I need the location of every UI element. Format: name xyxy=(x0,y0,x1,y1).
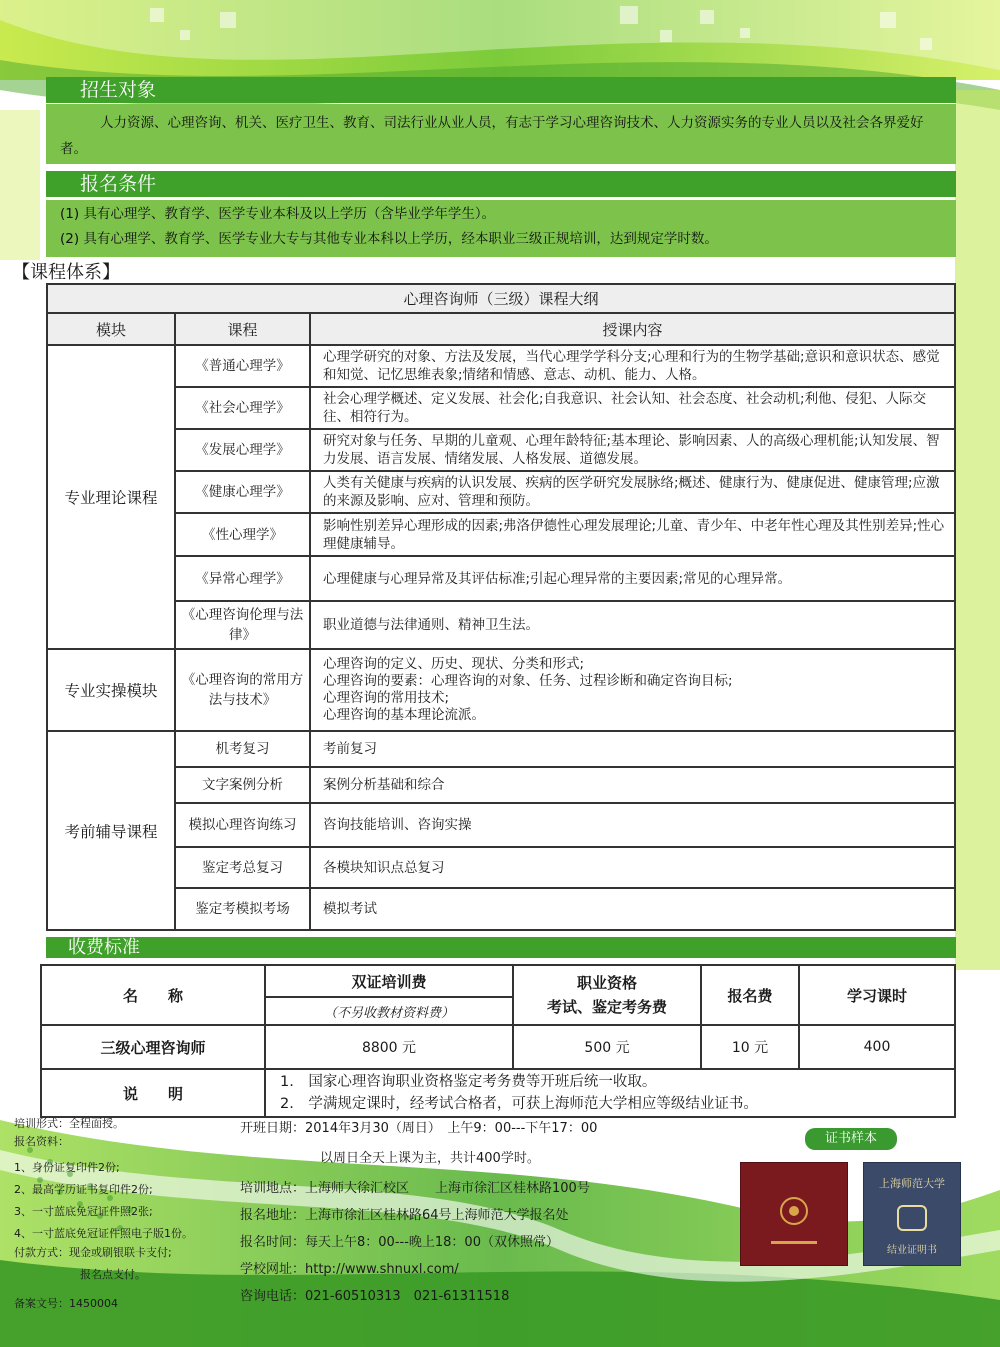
start-date: 开班日期：2014年3月30（周日） 上午9：00---下午17：00 xyxy=(240,1121,598,1136)
course-name: 《社会心理学》 xyxy=(175,387,310,429)
training-form: 培训形式：全程面授。 xyxy=(14,1117,124,1130)
mid-info xyxy=(240,1115,740,1310)
content-line: 心理咨询的定义、历史、现状、分类和形式; xyxy=(323,656,585,672)
certificate-blue-subtitle: 结业证明书 xyxy=(887,1245,937,1256)
course-content: 模拟考试 xyxy=(310,888,955,930)
fee-header-train-note: （不另收教材资料费） xyxy=(265,997,513,1025)
material-item: 3、一寸蓝底免冠证件照2张; xyxy=(14,1205,153,1218)
fee-table xyxy=(40,964,956,1118)
registration-address: 报名地址：上海市徐汇区桂林路64号上海师范大学报名处 xyxy=(240,1208,569,1223)
course-name: 文字案例分析 xyxy=(175,767,310,803)
payment-method-2: 报名点支付。 xyxy=(80,1268,146,1281)
course-name: 机考复习 xyxy=(175,731,310,767)
fee-header-exam xyxy=(513,965,701,1025)
fee-header-name: 名 称 xyxy=(41,965,265,1025)
start-date-note: 以周日全天上课为主，共计400学时。 xyxy=(320,1151,540,1166)
curriculum-heading: 【课程体系】 xyxy=(12,262,120,283)
course-name: 《发展心理学》 xyxy=(175,429,310,471)
fee-row-train: 8800 元 xyxy=(265,1025,513,1069)
materials-title: 报名资料： xyxy=(14,1135,69,1148)
condition-item: (2) 具有心理学、教育学、医学专业大专与其他专业本科以上学历，经本职业三级正规培训，达到规定学时数。 xyxy=(60,231,718,247)
consult-phone: 咨询电话：021-60510313 021-61311518 xyxy=(240,1289,510,1304)
training-place: 培训地点：上海师大徐汇校区 上海市徐汇区桂林路100号 xyxy=(240,1181,590,1196)
school-website[interactable]: 学校网址：http://www.shnuxl.com/ xyxy=(240,1262,459,1277)
section-target-title xyxy=(46,77,956,103)
course-content: 社会心理学概述、定义发展、社会化;自我意识、社会认知、社会态度、社会动机;利他、侵犯、人际交往、相符行为。 xyxy=(310,387,955,429)
curriculum-table xyxy=(46,283,956,931)
course-name: 鉴定考模拟考场 xyxy=(175,888,310,930)
fee-note-label: 说 明 xyxy=(41,1069,265,1117)
record-number: 备案文号：1450004 xyxy=(14,1297,118,1310)
course-content: 案例分析基础和综合 xyxy=(310,767,955,803)
content-line: 心理咨询的常用技术; xyxy=(323,690,450,706)
course-content: 咨询技能培训、咨询实操 xyxy=(310,803,955,847)
fee-row-name: 三级心理咨询师 xyxy=(41,1025,265,1069)
fee-note-line: 1. 国家心理咨询职业资格鉴定考务费等开班后统一收取。 xyxy=(280,1074,657,1090)
fee-note-line: 2. 学满规定课时，经考试合格者，可获上海师范大学相应等级结业证书。 xyxy=(280,1096,758,1112)
course-content: 职业道德与法律通则、精神卫生法。 xyxy=(310,601,955,649)
left-info xyxy=(14,1115,244,1319)
content-line: 心理咨询的要素：心理咨询的对象、任务、过程诊断和确定咨询目标; xyxy=(323,673,733,689)
fee-header-hours: 学习课时 xyxy=(799,965,955,1025)
course-content: 各模块知识点总复习 xyxy=(310,847,955,888)
header-content: 授课内容 xyxy=(310,313,955,345)
course-content: 人类有关健康与疾病的认识发展、疾病的医学研究发展脉络;概述、健康行为、健康促进、健康管理;应激的来源及影响、应对、管理和预防。 xyxy=(310,471,955,513)
fee-header-reg: 报名费 xyxy=(701,965,799,1025)
course-name: 《普通心理学》 xyxy=(175,345,310,387)
conditions-title-text: 报名条件 xyxy=(80,173,157,195)
course-content: 心理健康与心理异常及其评估标准;引起心理异常的主要因素;常见的心理异常。 xyxy=(310,556,955,601)
material-item: 1、身份证复印件2份; xyxy=(14,1161,120,1174)
fee-row-reg: 10 元 xyxy=(701,1025,799,1069)
conditions-box xyxy=(46,200,956,257)
registration-time: 报名时间：每天上午8：00---晚上18：00（双休照常） xyxy=(240,1235,559,1250)
content-line: 心理咨询的基本理论流派。 xyxy=(323,707,485,723)
fee-notes xyxy=(265,1069,955,1117)
university-logo-icon xyxy=(897,1205,927,1231)
module-name: 专业理论课程 xyxy=(47,345,175,649)
course-name: 《心理咨询的常用方法与技术》 xyxy=(175,649,310,731)
fee-header-train: 双证培训费 xyxy=(265,965,513,997)
certificate-blue-image xyxy=(863,1162,961,1266)
condition-item: (1) 具有心理学、教育学、医学专业本科及以上学历（含毕业学年学生）。 xyxy=(60,206,496,222)
section-conditions-title xyxy=(46,171,956,197)
course-name: 《健康心理学》 xyxy=(175,471,310,513)
fee-title-text: 收费标准 xyxy=(68,937,140,958)
target-text: 人力资源、心理咨询、机关、医疗卫生、教育、司法行业从业人员，有志于学习心理咨询技术、人力资源实务的专业人员以及社会各界爱好者。 xyxy=(46,104,956,164)
payment-method: 付款方式：现金或刷银联卡支付; xyxy=(14,1246,172,1259)
fee-header-exam-line2: 考试、鉴定考务费 xyxy=(546,998,667,1016)
module-name: 专业实操模块 xyxy=(47,649,175,731)
fee-header-exam-line1: 职业资格 xyxy=(576,974,637,992)
section-fee-title xyxy=(46,937,956,958)
header-module: 模块 xyxy=(47,313,175,345)
course-content: 研究对象与任务、早期的儿童观、心理年龄特征;基本理论、影响因素、人的高级心理机能;认知发展、智力发展、语言发展、情绪发展、人格发展、道德发展。 xyxy=(310,429,955,471)
fee-row-exam: 500 元 xyxy=(513,1025,701,1069)
course-name: 鉴定考总复习 xyxy=(175,847,310,888)
target-title-text: 招生对象 xyxy=(80,79,157,101)
course-name: 《性心理学》 xyxy=(175,513,310,556)
course-content: 心理学研究的对象、方法及发展，当代心理学学科分支;心理和行为的生物学基础;意识和意识状态、感觉和知觉、记忆思维表象;情绪和情感、意志、动机、能力、人格。 xyxy=(310,345,955,387)
course-name: 模拟心理咨询练习 xyxy=(175,803,310,847)
course-content: 影响性别差异心理形成的因素;弗洛伊德性心理发展理论;儿童、青少年、中老年性心理及其性别差异;性心理健康辅导。 xyxy=(310,513,955,556)
material-item: 2、最高学历证书复印件2份; xyxy=(14,1183,153,1196)
module-name: 考前辅导课程 xyxy=(47,731,175,930)
material-item: 4、一寸蓝底免冠证件照电子版1份。 xyxy=(14,1227,193,1240)
course-name: 《异常心理学》 xyxy=(175,556,310,601)
curriculum-table-title: 心理咨询师（三级）课程大纲 xyxy=(47,284,955,313)
fee-row-hours: 400 xyxy=(799,1025,955,1069)
certificate-blue-title: 上海师范大学 xyxy=(879,1177,945,1190)
certificate-sample-badge: 证书样本 xyxy=(805,1128,897,1150)
emblem-icon xyxy=(741,1163,847,1265)
course-content-list xyxy=(310,649,955,731)
certificate-red-image xyxy=(740,1162,848,1266)
course-name: 《心理咨询伦理与法律》 xyxy=(175,601,310,649)
course-content: 考前复习 xyxy=(310,731,955,767)
header-course: 课程 xyxy=(175,313,310,345)
